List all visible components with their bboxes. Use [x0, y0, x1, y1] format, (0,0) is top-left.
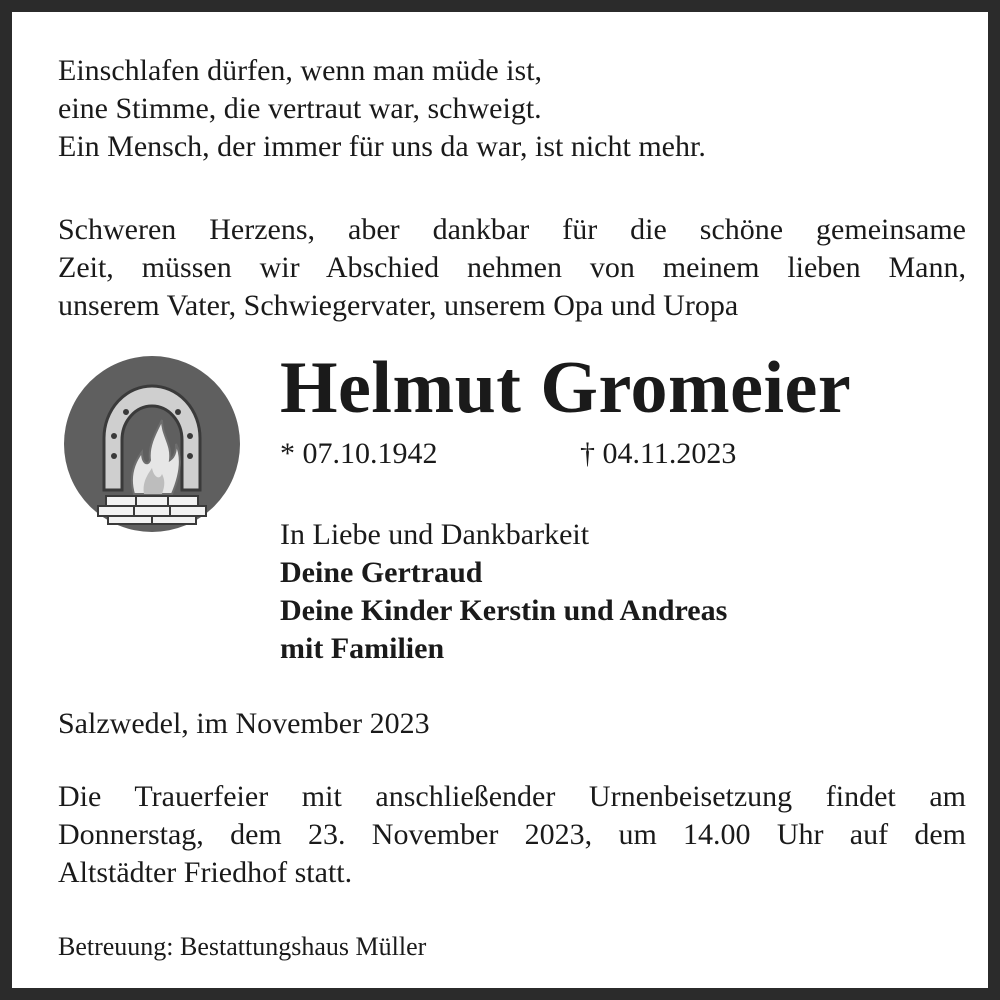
place-date: Salzwedel, im November 2023	[58, 707, 430, 740]
birth-date: * 07.10.1942	[280, 437, 438, 470]
intro-line: unserem Vater, Schwiegervater, unserem Opa und Uropa	[58, 289, 739, 322]
signer-children: Deine Kinder Kerstin und Andreas	[280, 594, 728, 627]
intro-text	[58, 211, 966, 325]
signer-families: mit Familien	[280, 632, 445, 665]
poem-line: eine Stimme, die vertraut war, schweigt.	[58, 92, 542, 125]
poem-line: Ein Mensch, der immer für uns da war, ist nicht mehr.	[58, 130, 706, 163]
deceased-name: Helmut Gromeier	[280, 347, 852, 429]
signer-spouse: Deine Gertraud	[280, 556, 483, 589]
intro-line: Zeit, müssen wir Abschied nehmen von meinem lieben Mann,	[58, 251, 966, 284]
poem	[58, 52, 966, 166]
poem-line: Einschlafen dürfen, wenn man müde ist,	[58, 54, 543, 87]
service-info	[58, 778, 966, 892]
service-line: Altstädter Friedhof statt.	[58, 856, 353, 889]
death-date: † 04.11.2023	[580, 437, 737, 470]
horseshoe-flame-emblem-icon	[64, 356, 240, 532]
service-line: Die Trauerfeier mit anschließender Urnenbeisetzung findet am	[58, 780, 966, 813]
funeral-home-credit: Betreuung: Bestattungshaus Müller	[58, 932, 427, 961]
emblem-bricks	[98, 496, 206, 524]
signers-intro: In Liebe und Dankbarkeit	[280, 518, 590, 551]
signers	[280, 516, 727, 668]
service-line: Donnerstag, dem 23. November 2023, um 14.00 Uhr auf dem	[58, 818, 966, 851]
intro-line: Schweren Herzens, aber dankbar für die schöne gemeinsame	[58, 213, 966, 246]
